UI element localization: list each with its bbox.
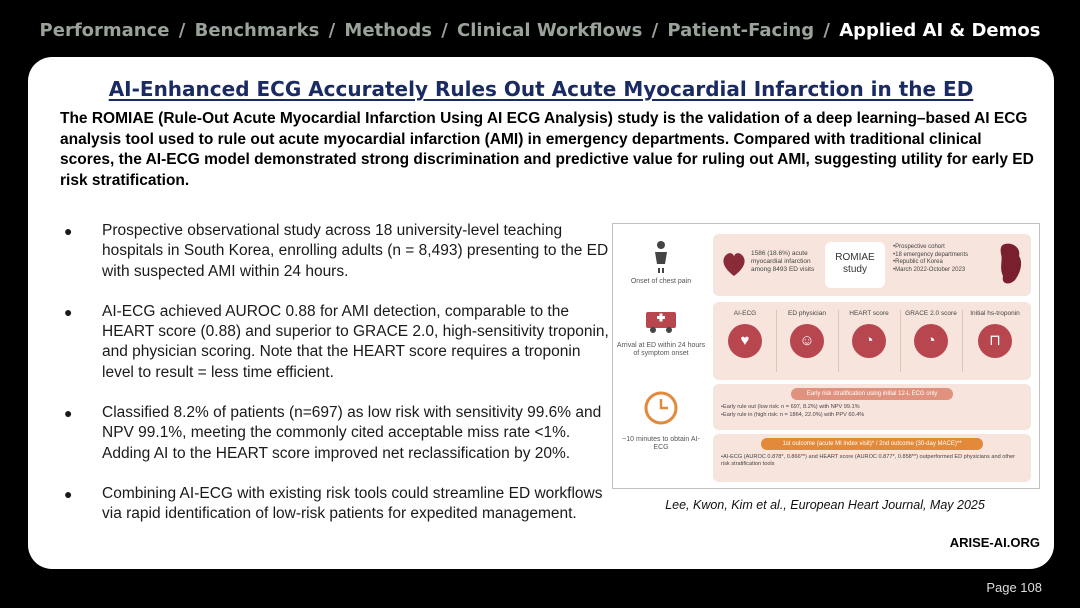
risk-line: • Early rule in (high risk: n = 1864, 22.0%) with PPV 60.4% bbox=[721, 412, 1025, 419]
gauge-icon: ◔ bbox=[914, 324, 948, 358]
study-figure bbox=[612, 223, 1040, 489]
ambulance-icon bbox=[643, 302, 679, 338]
tool-heart-score: HEART score ◔ bbox=[841, 310, 897, 358]
breadcrumb-nav bbox=[0, 20, 1080, 41]
slide-title: AI-Enhanced ECG Accurately Rules Out Acute Myocardial Infarction in the ED bbox=[108, 77, 974, 101]
bullet-item: ● AI-ECG achieved AUROC 0.88 for AMI detection, comparable to the HEART score (0.88) and superior to GRACE 2.0, high-sensitivity troponin, and physician scoring. Note that the HEART score requires a troponin level to result = less time efficient. bbox=[64, 302, 609, 381]
bullet-item: ● Combining AI-ECG with existing risk tools could streamline ED workflows via rapid identification of low-risk patients for expedited management. bbox=[64, 484, 603, 523]
test-tube-icon: ⊓ bbox=[978, 324, 1012, 358]
caption-onset: Onset of chest pain bbox=[630, 278, 692, 285]
tool-grace-score: GRACE 2.0 score ◔ bbox=[903, 310, 959, 358]
bullet-marker: ● bbox=[64, 303, 73, 320]
study-features: • Prospective cohort • 18 emergency departments • Republic of Korea • March 2022-October 2023 bbox=[893, 244, 993, 274]
slide-card bbox=[28, 57, 1054, 569]
outcome-line: • AI-ECG (AUROC 0.878*, 0.866**) and HEART score (AUROC 0.877*, 0.858**) outperformed ED physicians and other risk stratification tools bbox=[721, 454, 1025, 468]
outcome-banner: 1st outcome (acute MI index visit)* / 2nd outcome (30-day MACE)** bbox=[761, 438, 983, 450]
nav-separator: / bbox=[434, 20, 455, 41]
nav-item-methods[interactable]: Methods bbox=[344, 20, 432, 41]
nav-item-performance[interactable]: Performance bbox=[39, 20, 170, 41]
tool-ai-ecg: AI-ECG ♥ bbox=[717, 310, 773, 358]
bullet-marker: ● bbox=[64, 485, 73, 502]
timeline-column bbox=[613, 224, 709, 488]
nav-separator: / bbox=[817, 20, 837, 41]
brand-label: ARISE-AI.ORG bbox=[949, 535, 1040, 550]
heart-anatomy-icon bbox=[721, 248, 747, 278]
tool-ed-physician: ED physician ☺ bbox=[779, 310, 835, 358]
risk-line: • Early rule out (low risk: n = 697, 8.2%) with NPV 99.1% bbox=[721, 404, 1025, 411]
page-number: Page 108 bbox=[986, 580, 1042, 595]
nav-separator: / bbox=[322, 20, 342, 41]
nav-separator: / bbox=[645, 20, 665, 41]
nav-separator: / bbox=[172, 20, 192, 41]
intro-paragraph: The ROMIAE (Rule-Out Acute Myocardial Infarction Using AI ECG Analysis) study is the validation of a deep learning–based AI ECG analysis tool used to rule out acute myocardial infarction (AMI) in emergency departments. Compared with traditional clinical scores, the AI-ECG model demonstrated strong discrimination and predictive value for ruling out AMI, suggesting utility for early ED risk stratification. bbox=[60, 110, 1034, 189]
caption-time: ~10 minutes to obtain AI-ECG bbox=[622, 436, 700, 451]
comparison-panel bbox=[713, 302, 1031, 380]
clock-icon bbox=[643, 390, 679, 426]
study-panel bbox=[713, 234, 1031, 296]
chest-pain-icon bbox=[643, 238, 679, 274]
bullet-item: ● Prospective observational study across 18 university-level teaching hospitals in South Korea, enrolling adults (n = 8,493) presenting to the ED with suspected AMI within 24 hours. bbox=[64, 222, 609, 280]
caption-arrival: Arrival at ED within 24 hours of symptom onset bbox=[616, 342, 706, 357]
risk-banner: Early risk stratification using initial 12-L ECG only bbox=[791, 388, 953, 400]
nav-item-patient-facing[interactable]: Patient-Facing bbox=[667, 20, 815, 41]
bullet-marker: ● bbox=[64, 223, 73, 239]
outcome-panel bbox=[713, 434, 1031, 482]
bullet-item: ● Classified 8.2% of patients (n=697) as low risk with sensitivity 99.6% and NPV 99.1%, meeting the commonly cited acceptable miss rate <1%. Adding AI to the HEART score improved net reclassification by 20%. bbox=[64, 404, 602, 462]
nav-item-clinical-workflows[interactable]: Clinical Workflows bbox=[457, 20, 643, 41]
gauge-icon: ◔ bbox=[852, 324, 886, 358]
korea-map-icon bbox=[997, 242, 1025, 288]
bullet-list bbox=[62, 221, 614, 545]
bullet-marker: ● bbox=[64, 405, 73, 422]
doctor-icon: ☺ bbox=[790, 324, 824, 358]
study-name-box: ROMIAE study bbox=[825, 242, 885, 288]
nav-item-benchmarks[interactable]: Benchmarks bbox=[194, 20, 320, 41]
citation: Lee, Kwon, Kim et al., European Heart Journal, May 2025 bbox=[665, 498, 985, 512]
tool-hs-troponin: Initial hs-troponin ⊓ bbox=[967, 310, 1023, 358]
risk-panel bbox=[713, 384, 1031, 430]
nav-item-applied-ai-demos[interactable]: Applied AI & Demos bbox=[839, 20, 1041, 41]
stat-text: 1586 (18.6%) acute myocardial infarction among 8493 ED visits bbox=[751, 250, 815, 273]
heart-icon: ♥ bbox=[728, 324, 762, 358]
